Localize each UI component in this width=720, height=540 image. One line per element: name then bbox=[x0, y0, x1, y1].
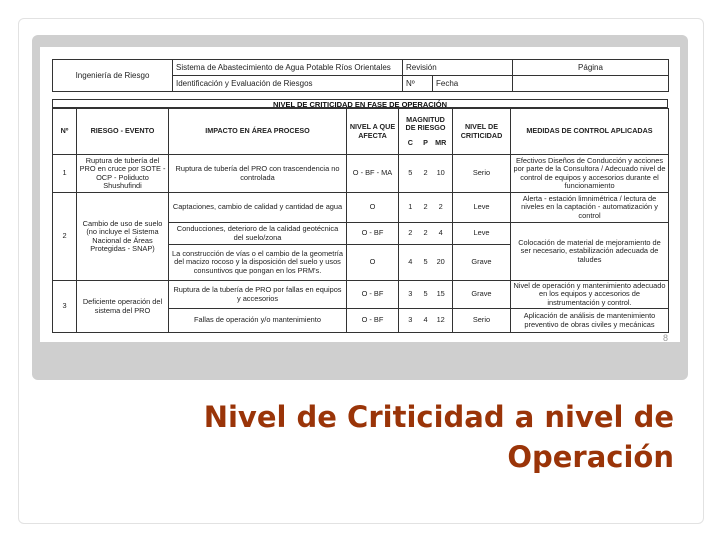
risk-table-sheet bbox=[40, 47, 680, 342]
row-riesgo: Ruptura de tubería del PRO en cruce por SOTE - OCP - Poliducto Shushufindi bbox=[77, 155, 169, 193]
row-criticidad: Serio bbox=[453, 309, 511, 333]
header-page: Página bbox=[513, 60, 669, 76]
col-no: Nº bbox=[53, 109, 77, 155]
row-c: 1 bbox=[408, 202, 413, 212]
header-identification: Identificación y Evaluación de Riesgos bbox=[173, 76, 403, 92]
table-row bbox=[53, 281, 669, 309]
col-c: C bbox=[407, 138, 413, 148]
table-row bbox=[53, 155, 669, 193]
criticality-table bbox=[52, 108, 669, 333]
row-magnitud bbox=[399, 155, 453, 193]
row-no: 1 bbox=[53, 155, 77, 193]
header-org: Ingeniería de Riesgo bbox=[53, 60, 173, 92]
row-nivel: O bbox=[347, 245, 399, 281]
row-criticidad: Grave bbox=[453, 245, 511, 281]
row-p: 5 bbox=[423, 257, 428, 267]
row-p: 5 bbox=[423, 289, 428, 299]
row-nivel: O - BF bbox=[347, 281, 399, 309]
row-medidas: Colocación de material de mejoramiento de ser necesario, estabilización adecuada de taludes bbox=[511, 223, 669, 281]
row-criticidad: Grave bbox=[453, 281, 511, 309]
row-nivel: O - BF bbox=[347, 309, 399, 333]
row-magnitud bbox=[399, 245, 453, 281]
row-c: 5 bbox=[408, 168, 413, 178]
header-revision: Revisión bbox=[403, 60, 513, 76]
row-c: 4 bbox=[408, 257, 413, 267]
slide-title-line1: Nivel de Criticidad a nivel de bbox=[203, 400, 674, 434]
row-criticidad: Serio bbox=[453, 155, 511, 193]
slide-title bbox=[114, 397, 674, 477]
row-mr: 4 bbox=[438, 228, 443, 238]
document-header bbox=[52, 59, 669, 92]
row-mr: 10 bbox=[436, 168, 445, 178]
row-nivel: O bbox=[347, 193, 399, 223]
row-p: 2 bbox=[423, 228, 428, 238]
row-c: 3 bbox=[408, 289, 413, 299]
slide-title-line2: Operación bbox=[507, 440, 674, 474]
page-number-mark: 8 bbox=[663, 333, 669, 343]
col-riesgo: RIESGO - EVENTO bbox=[77, 109, 169, 155]
header-fecha: Fecha bbox=[433, 76, 513, 92]
row-nivel: O - BF - MA bbox=[347, 155, 399, 193]
col-mr: MR bbox=[435, 138, 447, 148]
row-medidas: Efectivos Diseños de Conducción y acciones por parte de la Consultora / Adecuado nivel de control de equipos y accesorios durante el funcionamiento bbox=[511, 155, 669, 193]
row-impacto: Fallas de operación y/o mantenimiento bbox=[169, 309, 347, 333]
row-p: 2 bbox=[423, 168, 428, 178]
row-p: 4 bbox=[423, 315, 428, 325]
header-blank bbox=[513, 76, 669, 92]
col-p: P bbox=[423, 138, 428, 148]
row-magnitud bbox=[399, 281, 453, 309]
row-impacto: Conducciones, deterioro de la calidad geotécnica del suelo/zona bbox=[169, 223, 347, 245]
header-system: Sistema de Abastecimiento de Agua Potable Ríos Orientales bbox=[173, 60, 403, 76]
col-nivel-afecta: NIVEL A QUE AFECTA bbox=[347, 109, 399, 155]
col-medidas: MEDIDAS DE CONTROL APLICADAS bbox=[511, 109, 669, 155]
table-row bbox=[53, 193, 669, 223]
row-riesgo: Deficiente operación del sistema del PRO bbox=[77, 281, 169, 333]
row-magnitud bbox=[399, 193, 453, 223]
row-medidas: Nivel de operación y mantenimiento adecuado en los equipos y accesorios de instrumentación y control. bbox=[511, 281, 669, 309]
row-mr: 12 bbox=[436, 315, 445, 325]
row-medidas: Alerta - estación limnimétrica / lectura de niveles en la captación - automatización y control bbox=[511, 193, 669, 223]
row-impacto: Ruptura de la tubería de PRO por fallas en equipos y accesorios bbox=[169, 281, 347, 309]
row-mr: 15 bbox=[436, 289, 445, 299]
row-impacto: Ruptura de tubería del PRO con trascendencia no controlada bbox=[169, 155, 347, 193]
col-criticidad: NIVEL DE CRITICIDAD bbox=[453, 109, 511, 155]
col-impacto: IMPACTO EN ÁREA PROCESO bbox=[169, 109, 347, 155]
criticality-band-title: NIVEL DE CRITICIDAD EN FASE DE OPERACIÓN bbox=[52, 99, 668, 108]
col-magnitud-label: MAGNITUD DE RIESGO bbox=[405, 114, 446, 132]
row-criticidad: Leve bbox=[453, 223, 511, 245]
row-riesgo: Cambio de uso de suelo (no incluye el Sistema Nacional de Áreas Protegidas - SNAP) bbox=[77, 193, 169, 281]
row-impacto: La construcción de vías o el cambio de la geometría del macizo rocoso y la disposición del suelo y usos consuntivos que pongan en los PRM's. bbox=[169, 245, 347, 281]
col-magnitud-sub bbox=[401, 139, 450, 147]
row-magnitud bbox=[399, 309, 453, 333]
row-c: 3 bbox=[408, 315, 413, 325]
row-magnitud bbox=[399, 223, 453, 245]
row-criticidad: Leve bbox=[453, 193, 511, 223]
row-mr: 20 bbox=[436, 257, 445, 267]
row-nivel: O - BF bbox=[347, 223, 399, 245]
row-impacto: Captaciones, cambio de calidad y cantidad de agua bbox=[169, 193, 347, 223]
row-mr: 2 bbox=[438, 202, 443, 212]
row-c: 2 bbox=[408, 228, 413, 238]
row-p: 2 bbox=[423, 202, 428, 212]
header-no: Nº bbox=[403, 76, 433, 92]
row-no: 2 bbox=[53, 193, 77, 281]
row-medidas: Aplicación de análisis de mantenimiento preventivo de obras civiles y mecánicas bbox=[511, 309, 669, 333]
row-no: 3 bbox=[53, 281, 77, 333]
col-magnitud bbox=[399, 109, 453, 155]
